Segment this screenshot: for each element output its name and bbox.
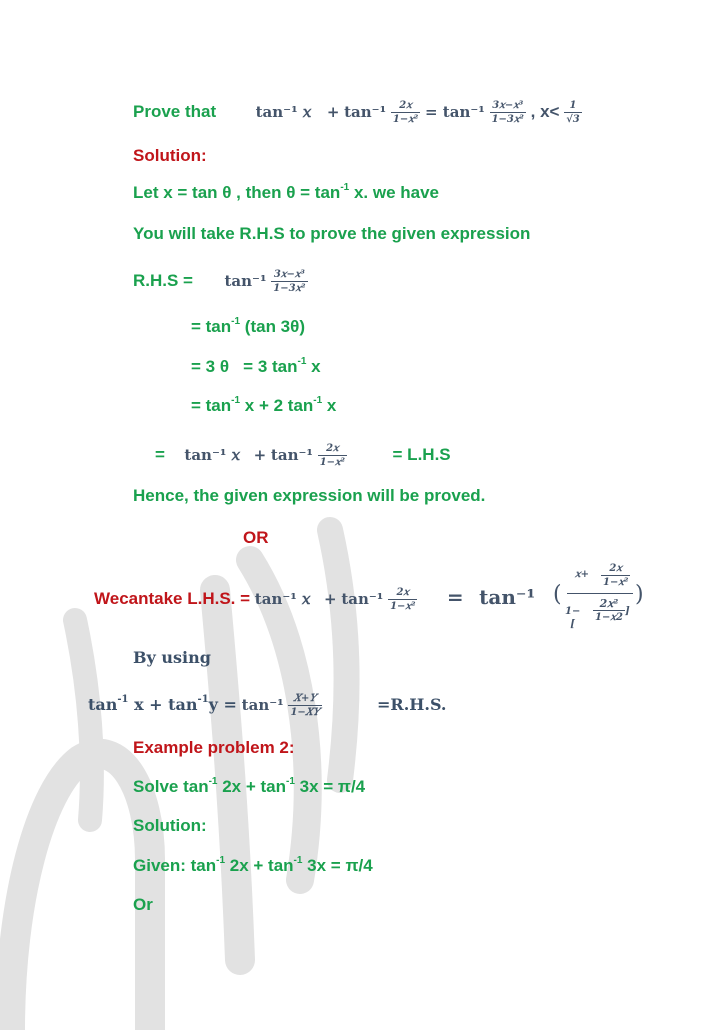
nested-den-num: 2𝑥²: [599, 597, 619, 610]
wecantake-label: Wecantake L.H.S. =: [94, 588, 251, 608]
by-using-text: [133, 648, 211, 668]
formula-sup-2: -1: [197, 694, 209, 706]
nested-x-plus: 𝑥+: [575, 569, 590, 580]
given-text-b: 2x + tan: [225, 856, 294, 875]
step-4-tan-x: tan⁻¹ 𝑥: [184, 445, 241, 464]
nested-one-minus: 1−[: [565, 606, 581, 630]
step-3-text-a: = tan: [191, 396, 232, 415]
condition-denominator: √3: [566, 114, 580, 125]
given-sup: -1: [216, 855, 226, 867]
let-superscript: -1: [340, 182, 350, 194]
step-1-sup: -1: [231, 316, 241, 328]
tan-inv: tan⁻¹: [344, 102, 387, 121]
step-3-text-c: x: [322, 396, 337, 415]
wecantake-tan-inv: tan⁻¹: [341, 589, 384, 608]
you-will-take-text: You will take R.H.S to prove the given expression: [133, 224, 531, 243]
formula-sup: -1: [117, 694, 129, 706]
step-4-plus: +: [253, 445, 267, 464]
wecantake-numerator: 2𝑥: [396, 587, 410, 598]
step-2-sup: -1: [297, 356, 307, 368]
step-4-numerator: 2𝑥: [326, 443, 339, 454]
step-2: [191, 357, 321, 377]
equals-tan-inv: = tan⁻¹: [425, 102, 485, 121]
formula-tan-inv: tan⁻¹: [241, 695, 284, 714]
step-3: [191, 396, 336, 416]
step-4: [155, 442, 451, 469]
step-2-text-a: = 3 θ = 3 tan: [191, 357, 298, 376]
wecantake-tan-x: tan⁻¹ 𝑥: [254, 589, 311, 608]
formula-line: [88, 692, 447, 719]
nested-one-minus-wrap: [565, 605, 580, 631]
let-statement: [133, 183, 439, 203]
example-heading: Example problem 2:: [133, 738, 295, 757]
nested-close-bracket: ]: [625, 606, 630, 617]
big-equals: =: [446, 584, 464, 609]
solve-text-b: 2x + tan: [217, 777, 287, 796]
step-3-text-b: x + 2 tan: [240, 396, 314, 415]
hence-text: Hence, the given expression will be proved.: [133, 486, 486, 505]
rhs-fraction-3x: [271, 268, 307, 295]
fraction-3x: [490, 99, 526, 126]
given-text-c: 3x = π/4: [302, 856, 373, 875]
prove-statement: [133, 99, 582, 126]
nested-inner-num: 2𝑥: [609, 563, 622, 574]
step-2-text-b: x: [306, 357, 321, 376]
rhs-label: R.H.S =: [133, 270, 193, 290]
solution-heading-1: Solution:: [133, 146, 207, 165]
fraction-3x-numerator: 3𝑥−𝑥³: [492, 100, 524, 111]
given-statement: [133, 856, 373, 876]
given-sup-2: -1: [293, 855, 303, 867]
step-3-sup-2: -1: [313, 395, 323, 407]
nested-close-paren: ): [635, 582, 644, 607]
big-tan-inv: tan⁻¹: [479, 584, 536, 609]
given-text-a: Given: tan: [133, 856, 217, 875]
by-using-label: By using: [133, 648, 211, 667]
step-3-sup: -1: [231, 395, 241, 407]
or-text: Or: [133, 895, 153, 914]
step-4-tan-inv: tan⁻¹: [270, 445, 313, 464]
wecantake-denominator: 1−𝑥²: [390, 601, 416, 612]
rhs-tan-inv: tan⁻¹: [224, 271, 267, 290]
condition-numerator: 1: [569, 100, 577, 111]
plus-sign: +: [326, 102, 340, 121]
formula-rhs: =R.H.S.: [376, 694, 447, 714]
nested-den-fraction: [593, 597, 625, 624]
nested-inner-fraction: [601, 562, 630, 589]
formula-text-a: tan: [88, 694, 118, 714]
prove-label: Prove that: [133, 101, 217, 121]
nested-den-den: 1−𝑥2: [595, 612, 623, 623]
step-1-text-b: (tan 3θ): [240, 317, 305, 336]
prove-tan-x: tan⁻¹ 𝑥: [255, 102, 312, 121]
formula-fraction: [288, 692, 321, 719]
rhs-fraction-denominator: 1−3𝑥²: [273, 283, 306, 294]
solve-sup-2: -1: [286, 776, 295, 788]
solve-sup: -1: [208, 776, 218, 788]
step-4-fraction: [318, 442, 347, 469]
fraction-2x-denominator: 1−𝑥²: [392, 114, 419, 125]
nested-main-bar: [567, 593, 633, 594]
condition-text: , x<: [530, 101, 560, 121]
wecantake-fraction: [388, 586, 417, 613]
let-text-a: Let x = tan θ , then θ = tan: [133, 183, 341, 202]
solve-text-c: 3x = π/4: [294, 777, 366, 796]
step-1-text-a: = tan: [191, 317, 232, 336]
step-1: [191, 317, 305, 337]
nested-close-bracket-wrap: [625, 605, 630, 618]
formula-text-c: y =: [208, 694, 237, 714]
formula-numerator: 𝑋+𝑌: [293, 693, 317, 704]
let-text-b: x. we have: [349, 183, 439, 202]
nested-open-paren: (: [553, 582, 562, 607]
rhs-statement: [133, 268, 308, 295]
step-4-equals: =: [155, 444, 165, 464]
wecantake-statement: [94, 586, 535, 613]
condition-fraction: [564, 99, 582, 126]
formula-text-b: x + tan: [128, 694, 198, 714]
solve-text-a: Solve tan: [133, 777, 209, 796]
fraction-2x: [391, 99, 420, 126]
nested-x-plus-wrap: [575, 568, 589, 581]
fraction-2x-numerator: 2𝑥: [399, 100, 412, 111]
step-4-denominator: 1−𝑥²: [319, 457, 346, 468]
solution-heading-2: Solution:: [133, 816, 207, 835]
wecantake-plus: +: [324, 589, 337, 608]
solve-statement: [133, 777, 365, 797]
step-4-lhs: = L.H.S: [392, 444, 451, 464]
formula-denominator: 1−𝑋𝑌: [290, 707, 320, 718]
nested-inner-den: 1−𝑥²: [603, 577, 629, 588]
rhs-fraction-numerator: 3𝑥−𝑥³: [273, 269, 305, 280]
or-divider: OR: [243, 528, 269, 547]
nested-fraction: [553, 562, 643, 628]
fraction-3x-denominator: 1−3𝑥²: [491, 114, 524, 125]
